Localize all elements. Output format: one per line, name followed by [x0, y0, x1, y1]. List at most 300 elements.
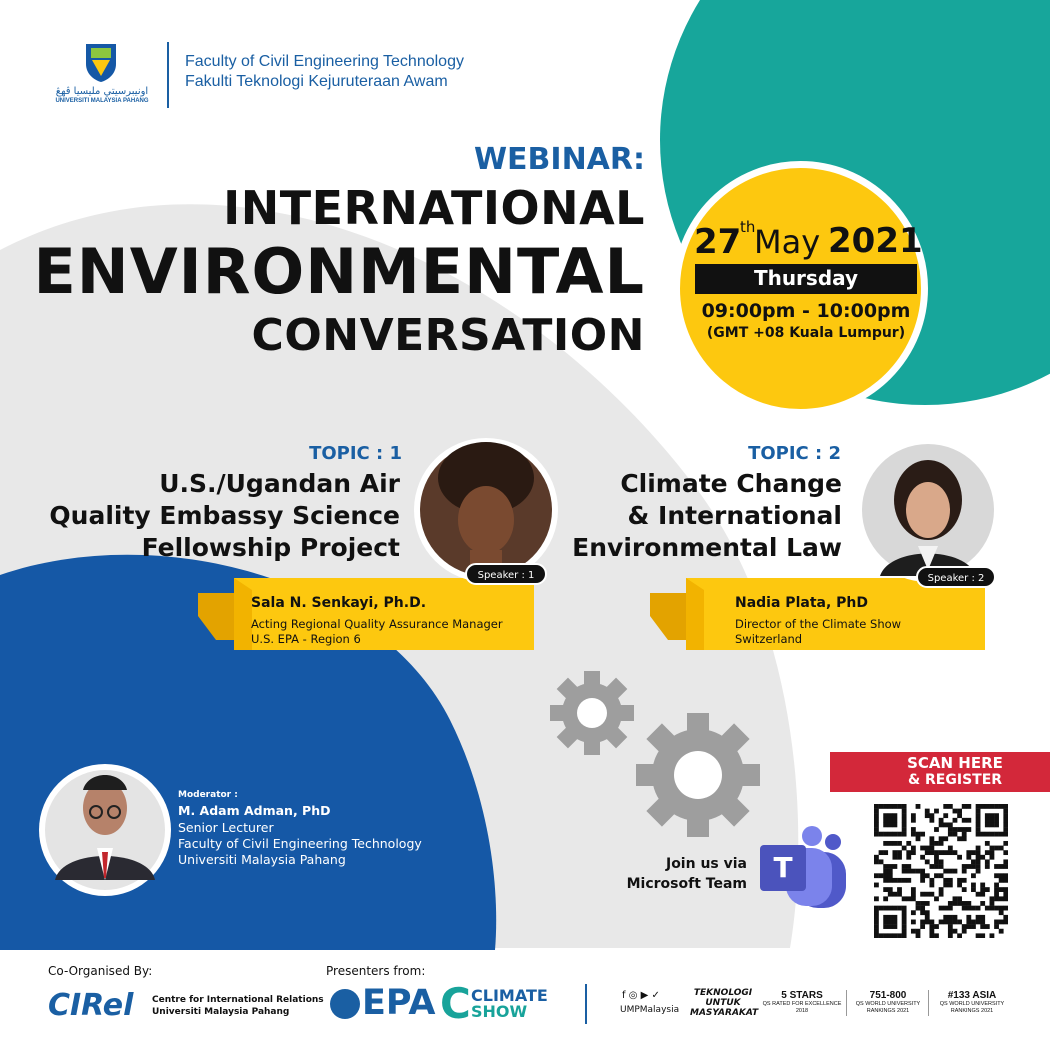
- qr-module: [990, 901, 995, 906]
- qr-module: [920, 873, 925, 878]
- speaker1-banner: [198, 578, 534, 650]
- qr-module: [888, 915, 893, 920]
- qr-module: [985, 813, 990, 818]
- qr-module: [966, 850, 971, 855]
- qr-module: [976, 809, 981, 814]
- qr-module: [916, 832, 921, 837]
- qr-module: [874, 827, 879, 832]
- topic1-title-line: Quality Embassy Science: [49, 501, 400, 530]
- scan-here-label: SCAN HERE: [907, 754, 1003, 772]
- speaker1-org: U.S. EPA - Region 6: [251, 632, 361, 646]
- epa-logo-text: EPA: [362, 983, 436, 1023]
- qr-module: [934, 873, 939, 878]
- qr-module: [994, 920, 999, 925]
- qr-module: [916, 906, 921, 911]
- qr-module: [1003, 896, 1008, 901]
- qr-module: [980, 933, 985, 938]
- qr-module: [920, 910, 925, 915]
- qr-module: [939, 818, 944, 823]
- qr-module: [883, 915, 888, 920]
- qr-module: [980, 901, 985, 906]
- qr-module: [980, 924, 985, 929]
- qr-module: [883, 832, 888, 837]
- qr-module: [902, 846, 907, 851]
- qr-module: [994, 873, 999, 878]
- qr-module: [879, 832, 884, 837]
- qr-module: [911, 929, 916, 934]
- qr-module: [934, 841, 939, 846]
- cirel-name-line-1: Centre for International Relations: [152, 995, 324, 1005]
- qr-module: [1003, 804, 1008, 809]
- qr-module: [962, 836, 967, 841]
- qr-module: [874, 818, 879, 823]
- qr-module: [929, 836, 934, 841]
- qr-module: [971, 859, 976, 864]
- qr-module: [939, 864, 944, 869]
- speaker2-name: Nadia Plata, PhD: [735, 595, 868, 611]
- qr-module: [953, 896, 958, 901]
- qr-module: [948, 933, 953, 938]
- faculty-name-malay: Fakulti Teknologi Kejuruteraan Awam: [185, 73, 448, 90]
- qr-module: [920, 924, 925, 929]
- qr-module: [888, 906, 893, 911]
- qr-module: [892, 920, 897, 925]
- qr-module: [976, 920, 981, 925]
- qr-module: [939, 836, 944, 841]
- qr-module: [985, 841, 990, 846]
- qr-module: [925, 846, 930, 851]
- qr-module: [948, 924, 953, 929]
- qr-module: [985, 832, 990, 837]
- qr-module: [911, 832, 916, 837]
- qr-module: [1003, 892, 1008, 897]
- qr-module: [999, 864, 1004, 869]
- epa-logo: [330, 983, 435, 1023]
- qr-module: [990, 804, 995, 809]
- qr-module: [892, 924, 897, 929]
- qr-module: [939, 859, 944, 864]
- qr-module: [980, 920, 985, 925]
- qr-module: [897, 804, 902, 809]
- qr-module: [897, 850, 902, 855]
- qr-module: [874, 924, 879, 929]
- title-line-2: ENVIRONMENTAL: [33, 235, 645, 308]
- qr-module: [985, 864, 990, 869]
- qr-module: [966, 906, 971, 911]
- qr-module: [902, 864, 907, 869]
- qr-module: [925, 920, 930, 925]
- qr-module: [957, 836, 962, 841]
- qr-module: [897, 933, 902, 938]
- qr-module: [925, 873, 930, 878]
- qr-module: [929, 818, 934, 823]
- qr-module: [874, 920, 879, 925]
- qr-module: [1003, 859, 1008, 864]
- title-line-3: CONVERSATION: [251, 310, 645, 361]
- qr-module: [874, 832, 879, 837]
- event-weekday: Thursday: [753, 266, 859, 290]
- qr-module: [976, 846, 981, 851]
- qr-module: [976, 827, 981, 832]
- qr-module: [953, 832, 958, 837]
- qr-module: [883, 878, 888, 883]
- qr-module: [990, 846, 995, 851]
- qr-module: [962, 869, 967, 874]
- qr-module: [1003, 822, 1008, 827]
- event-day-suffix: th: [740, 218, 756, 236]
- university-name: UNIVERSITI MALAYSIA PAHANG: [55, 98, 149, 104]
- speaker1-badge: Speaker : 1: [465, 563, 547, 585]
- qr-module: [888, 924, 893, 929]
- qr-module: [874, 910, 879, 915]
- qr-module: [920, 832, 925, 837]
- qr-module: [962, 929, 967, 934]
- speaker2-badge: Speaker : 2: [916, 566, 996, 588]
- qr-module: [953, 920, 958, 925]
- qr-module: [874, 809, 879, 814]
- qr-module: [962, 887, 967, 892]
- qr-module: [934, 850, 939, 855]
- qr-module: [897, 887, 902, 892]
- qr-module: [879, 850, 884, 855]
- qr-module: [948, 804, 953, 809]
- qr-module: [934, 924, 939, 929]
- qr-module: [906, 869, 911, 874]
- qr-module: [911, 910, 916, 915]
- qr-module: [985, 818, 990, 823]
- qr-module: [957, 920, 962, 925]
- qr-module: [1003, 878, 1008, 883]
- qr-module: [892, 933, 897, 938]
- qr-module: [971, 887, 976, 892]
- qr-module: [925, 859, 930, 864]
- qr-module: [962, 832, 967, 837]
- qr-module: [957, 933, 962, 938]
- qr-module: [957, 883, 962, 888]
- qr-module: [943, 836, 948, 841]
- faculty-name-english: Faculty of Civil Engineering Technology: [185, 53, 464, 70]
- moderator-faculty: Faculty of Civil Engineering Technology: [178, 836, 422, 851]
- qr-module: [925, 892, 930, 897]
- qr-module: [976, 855, 981, 860]
- event-month: May: [754, 223, 821, 261]
- tagline: [690, 988, 759, 1018]
- qr-module: [999, 804, 1004, 809]
- qr-module: [957, 855, 962, 860]
- qr-module: [897, 841, 902, 846]
- qr-module: [999, 878, 1004, 883]
- qr-module: [902, 924, 907, 929]
- qr-module: [957, 813, 962, 818]
- qr-module: [888, 887, 893, 892]
- qr-module: [892, 864, 897, 869]
- qr-module: [874, 822, 879, 827]
- join-via-text: [627, 854, 747, 894]
- qr-module: [966, 901, 971, 906]
- qr-module: [994, 818, 999, 823]
- qr-module: [879, 859, 884, 864]
- qr-module: [957, 809, 962, 814]
- qr-module: [962, 901, 967, 906]
- qr-module: [990, 822, 995, 827]
- qr-module: [962, 864, 967, 869]
- qr-module: [990, 896, 995, 901]
- qr-module: [883, 896, 888, 901]
- qr-module: [999, 873, 1004, 878]
- qr-module: [953, 869, 958, 874]
- ranking-separator: [846, 990, 847, 1016]
- qr-module: [920, 846, 925, 851]
- qr-module: [888, 813, 893, 818]
- qr-module: [971, 883, 976, 888]
- teams-letter[interactable]: T: [773, 851, 793, 884]
- qr-module: [943, 822, 948, 827]
- qr-module: [994, 887, 999, 892]
- topic2-title-line: Climate Change: [620, 469, 842, 498]
- qr-module: [999, 929, 1004, 934]
- qr-module: [976, 869, 981, 874]
- qr-module: [966, 827, 971, 832]
- qr-module: [934, 933, 939, 938]
- qr-module: [902, 933, 907, 938]
- qr-module: [897, 892, 902, 897]
- qr-module: [929, 846, 934, 851]
- speaker2-org: Switzerland: [735, 632, 803, 646]
- tagline-line: MASYARAKAT: [690, 1008, 759, 1018]
- qr-module: [892, 832, 897, 837]
- qr-module: [953, 818, 958, 823]
- cirel-logo: CIRel: [48, 988, 134, 1023]
- co-organised-label: Co-Organised By:: [48, 964, 153, 978]
- qr-module: [902, 896, 907, 901]
- qr-module: [939, 850, 944, 855]
- qr-module: [888, 864, 893, 869]
- qr-module: [920, 920, 925, 925]
- qr-module: [934, 809, 939, 814]
- qr-module: [902, 915, 907, 920]
- qr-module: [971, 864, 976, 869]
- qr-module: [906, 850, 911, 855]
- qr-module: [929, 878, 934, 883]
- qr-module: [883, 804, 888, 809]
- qr-module: [994, 822, 999, 827]
- qr-module: [874, 813, 879, 818]
- ranking-year: RANKINGS 2021: [950, 1008, 994, 1014]
- qr-module: [999, 887, 1004, 892]
- qr-module: [985, 924, 990, 929]
- qr-module: [999, 896, 1004, 901]
- qr-module: [966, 864, 971, 869]
- topic2-title-line: Environmental Law: [572, 533, 842, 562]
- qr-module: [985, 887, 990, 892]
- qr-module: [948, 883, 953, 888]
- qr-module: [953, 850, 958, 855]
- qr-module: [902, 813, 907, 818]
- cirel-name-line-2: Universiti Malaysia Pahang: [152, 1007, 290, 1017]
- qr-module: [920, 901, 925, 906]
- qr-module: [971, 873, 976, 878]
- qr-module: [957, 827, 962, 832]
- qr-module: [902, 878, 907, 883]
- ranking-source: QS WORLD UNIVERSITY: [939, 1001, 1005, 1007]
- qr-module: [897, 906, 902, 911]
- qr-module: [911, 887, 916, 892]
- register-label: & REGISTER: [907, 772, 1003, 788]
- epa-flower-icon: [330, 989, 360, 1019]
- qr-module: [948, 869, 953, 874]
- qr-module: [948, 846, 953, 851]
- qr-module: [934, 827, 939, 832]
- qr-module: [888, 892, 893, 897]
- qr-module: [892, 841, 897, 846]
- qr-module: [948, 832, 953, 837]
- topic1-label: TOPIC : 1: [309, 443, 402, 464]
- qr-module: [874, 915, 879, 920]
- qr-module: [888, 818, 893, 823]
- qr-module: [976, 832, 981, 837]
- climate-show-c-logo: C: [440, 979, 471, 1028]
- qr-module: [925, 813, 930, 818]
- qr-module: [953, 929, 958, 934]
- webinar-label: WEBINAR:: [473, 142, 645, 177]
- qr-module: [948, 906, 953, 911]
- qr-module: [911, 813, 916, 818]
- qr-module: [994, 864, 999, 869]
- qr-module: [902, 906, 907, 911]
- qr-module: [920, 869, 925, 874]
- qr-module: [883, 933, 888, 938]
- speaker2-photo: [856, 438, 1000, 582]
- qr-module: [883, 818, 888, 823]
- qr-module: [1003, 887, 1008, 892]
- qr-module: [962, 804, 967, 809]
- qr-module: [1003, 832, 1008, 837]
- cirel-name: [152, 994, 324, 1018]
- qr-module: [999, 920, 1004, 925]
- qr-module: [888, 878, 893, 883]
- qr-module: [906, 896, 911, 901]
- tagline-line: TEKNOLOGI: [693, 988, 753, 998]
- qr-module: [934, 864, 939, 869]
- event-year: 2021: [828, 221, 923, 261]
- qr-code[interactable]: [874, 804, 1008, 938]
- qr-module: [1003, 915, 1008, 920]
- qr-module: [966, 855, 971, 860]
- qr-module: [985, 822, 990, 827]
- ranking-year: RANKINGS 2021: [866, 1008, 910, 1014]
- moderator-label: Moderator :: [178, 790, 238, 800]
- qr-module: [892, 813, 897, 818]
- social-handle: UMPMalaysia: [620, 1005, 680, 1015]
- title-line-1: INTERNATIONAL: [223, 181, 645, 235]
- qr-module: [883, 850, 888, 855]
- presenters-label: Presenters from:: [326, 964, 426, 978]
- qr-module: [948, 827, 953, 832]
- ranking-source: QS RATED FOR EXCELLENCE: [762, 1001, 842, 1007]
- topic1-title-line: U.S./Ugandan Air: [159, 469, 400, 498]
- qr-module: [939, 906, 944, 911]
- topic1-title: [49, 468, 400, 564]
- qr-module: [971, 906, 976, 911]
- qr-module: [957, 878, 962, 883]
- qr-module: [999, 910, 1004, 915]
- qr-module: [1003, 827, 1008, 832]
- qr-module: [925, 910, 930, 915]
- qr-module: [939, 887, 944, 892]
- qr-module: [1003, 809, 1008, 814]
- qr-module: [966, 920, 971, 925]
- qr-module: [929, 924, 934, 929]
- qr-module: [976, 818, 981, 823]
- qr-module: [939, 822, 944, 827]
- qr-module: [976, 859, 981, 864]
- ranking-value: #133 ASIA: [947, 990, 997, 1001]
- qr-module: [976, 933, 981, 938]
- qr-module: [920, 892, 925, 897]
- qr-module: [879, 906, 884, 911]
- qr-module: [980, 887, 985, 892]
- qr-module: [948, 850, 953, 855]
- qr-module: [943, 920, 948, 925]
- qr-module: [902, 929, 907, 934]
- qr-module: [902, 832, 907, 837]
- qr-module: [892, 906, 897, 911]
- qr-module: [874, 804, 879, 809]
- qr-module: [1003, 850, 1008, 855]
- qr-module: [994, 896, 999, 901]
- qr-module: [916, 929, 921, 934]
- qr-module: [874, 859, 879, 864]
- qr-module: [892, 850, 897, 855]
- qr-module: [948, 822, 953, 827]
- qr-module: [976, 822, 981, 827]
- qr-module: [906, 855, 911, 860]
- qr-module: [948, 929, 953, 934]
- qr-module: [990, 850, 995, 855]
- qr-module: [911, 818, 916, 823]
- qr-module: [911, 896, 916, 901]
- qr-module: [976, 892, 981, 897]
- qr-module: [911, 920, 916, 925]
- qr-module: [916, 869, 921, 874]
- qr-module: [883, 822, 888, 827]
- ranking-year: 2018: [795, 1008, 809, 1014]
- qr-module: [976, 850, 981, 855]
- qr-module: [948, 901, 953, 906]
- qr-module: [897, 878, 902, 883]
- qr-module: [994, 906, 999, 911]
- qr-module: [943, 883, 948, 888]
- qr-module: [906, 878, 911, 883]
- qr-module: [943, 850, 948, 855]
- qr-module: [883, 841, 888, 846]
- qr-module: [976, 813, 981, 818]
- climate-show-word-1: CLIMATE: [471, 986, 548, 1005]
- qr-module: [874, 855, 879, 860]
- qr-module: [980, 892, 985, 897]
- topic1-title-line: Fellowship Project: [141, 533, 400, 562]
- qr-module: [888, 873, 893, 878]
- moderator-university: Universiti Malaysia Pahang: [178, 852, 346, 867]
- ranking-value: 5 STARS: [781, 990, 823, 1001]
- qr-module: [906, 864, 911, 869]
- join-line-1: Join us via: [665, 856, 747, 872]
- ranking-badge: [932, 990, 1012, 1015]
- qr-module: [939, 873, 944, 878]
- qr-module: [939, 892, 944, 897]
- qr-module: [874, 883, 879, 888]
- qr-module: [934, 855, 939, 860]
